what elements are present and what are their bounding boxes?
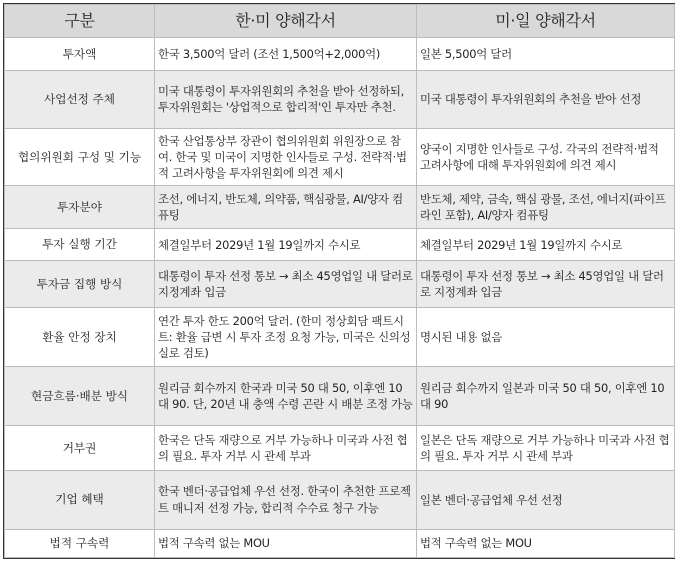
table-row <box>5 470 675 529</box>
korea-us-cell: 체결일부터 2029년 1월 19일까지 수시로 <box>155 228 417 261</box>
row-label: 투자액 <box>5 38 155 71</box>
row-label: 사업선정 주체 <box>5 70 155 129</box>
header-korea-us-mou: 한·미 양해각서 <box>155 5 417 38</box>
korea-us-cell: 미국 대통령이 투자위원회의 추천을 받아 선정하되, 투자위원회는 '상업적으로 합리적'인 투자만 추천. <box>155 70 417 129</box>
row-label: 법적 구속력 <box>5 529 155 557</box>
korea-us-cell: 연간 투자 한도 200억 달러. (한미 정상회담 팩트시트: 환율 급변 시 투자 조정 요청 가능, 미국은 신의성실로 검토) <box>155 308 417 367</box>
table-row <box>5 70 675 129</box>
us-japan-cell: 체결일부터 2029년 1월 19일까지 수시로 <box>417 228 675 261</box>
us-japan-cell: 일본은 단독 재량으로 거부 가능하나 미국과 사전 협의 필요. 투자 거부 시 관세 부과 <box>417 425 675 470</box>
us-japan-cell: 일본 벤더·공급업체 우선 선정 <box>417 470 675 529</box>
comparison-table-frame <box>3 3 675 559</box>
table-row <box>5 425 675 470</box>
korea-us-cell: 한국 3,500억 달러 (조선 1,500억+2,000억) <box>155 38 417 71</box>
row-label: 투자 실행 기간 <box>5 228 155 261</box>
korea-us-cell: 법적 구속력 없는 MOU <box>155 529 417 557</box>
row-label: 협의위원회 구성 및 기능 <box>5 129 155 186</box>
table-header-row <box>5 5 675 38</box>
header-category: 구분 <box>5 5 155 38</box>
us-japan-cell: 명시된 내용 없음 <box>417 308 675 367</box>
us-japan-cell: 법적 구속력 없는 MOU <box>417 529 675 557</box>
row-label: 환율 안정 장치 <box>5 308 155 367</box>
korea-us-cell: 한국 산업통상부 장관이 협의위원회 위원장으로 참여. 한국 및 미국이 지명한 인사들로 구성. 전략적·법적 고려사항을 투자위원회에 의견 제시 <box>155 129 417 186</box>
korea-us-cell: 한국 벤더·공급업체 우선 선정. 한국이 추천한 프로젝트 매니저 선정 가능, 합리적 수수료 청구 가능 <box>155 470 417 529</box>
table-row <box>5 228 675 261</box>
table-row <box>5 38 675 71</box>
table-row <box>5 529 675 557</box>
row-label: 현금흐름·배분 방식 <box>5 367 155 426</box>
table-row <box>5 129 675 186</box>
us-japan-cell: 대통령이 투자 선정 통보 → 최소 45영업일 내 달러로 지정계좌 입금 <box>417 261 675 308</box>
us-japan-cell: 반도체, 제약, 금속, 핵심 광물, 조선, 에너지(파이프라인 포함), AI/양자 컴퓨팅 <box>417 186 675 229</box>
row-label: 투자분야 <box>5 186 155 229</box>
us-japan-cell: 일본 5,500억 달러 <box>417 38 675 71</box>
row-label: 기업 혜택 <box>5 470 155 529</box>
row-label: 거부권 <box>5 425 155 470</box>
table-row <box>5 261 675 308</box>
row-label: 투자금 집행 방식 <box>5 261 155 308</box>
us-japan-cell: 미국 대통령이 투자위원회의 추천을 받아 선정 <box>417 70 675 129</box>
table-row <box>5 186 675 229</box>
korea-us-cell: 원리금 회수까지 한국과 미국 50 대 50, 이후엔 10 대 90. 단, 20년 내 충액 수령 곤란 시 배분 조정 가능 <box>155 367 417 426</box>
korea-us-cell: 조선, 에너지, 반도체, 의약품, 핵심광물, AI/양자 컴퓨팅 <box>155 186 417 229</box>
us-japan-cell: 양국이 지명한 인사들로 구성. 각국의 전략적·법적 고려사항에 대해 투자위원회에 의견 제시 <box>417 129 675 186</box>
korea-us-cell: 대통령이 투자 선정 통보 → 최소 45영업일 내 달러로 지정계좌 입금 <box>155 261 417 308</box>
table-row <box>5 367 675 426</box>
us-japan-cell: 원리금 회수까지 일본과 미국 50 대 50, 이후엔 10 대 90 <box>417 367 675 426</box>
mou-comparison-table <box>4 4 675 558</box>
header-us-japan-mou: 미·일 양해각서 <box>417 5 675 38</box>
table-row <box>5 308 675 367</box>
korea-us-cell: 한국은 단독 재량으로 거부 가능하나 미국과 사전 협의 필요. 투자 거부 시 관세 부과 <box>155 425 417 470</box>
